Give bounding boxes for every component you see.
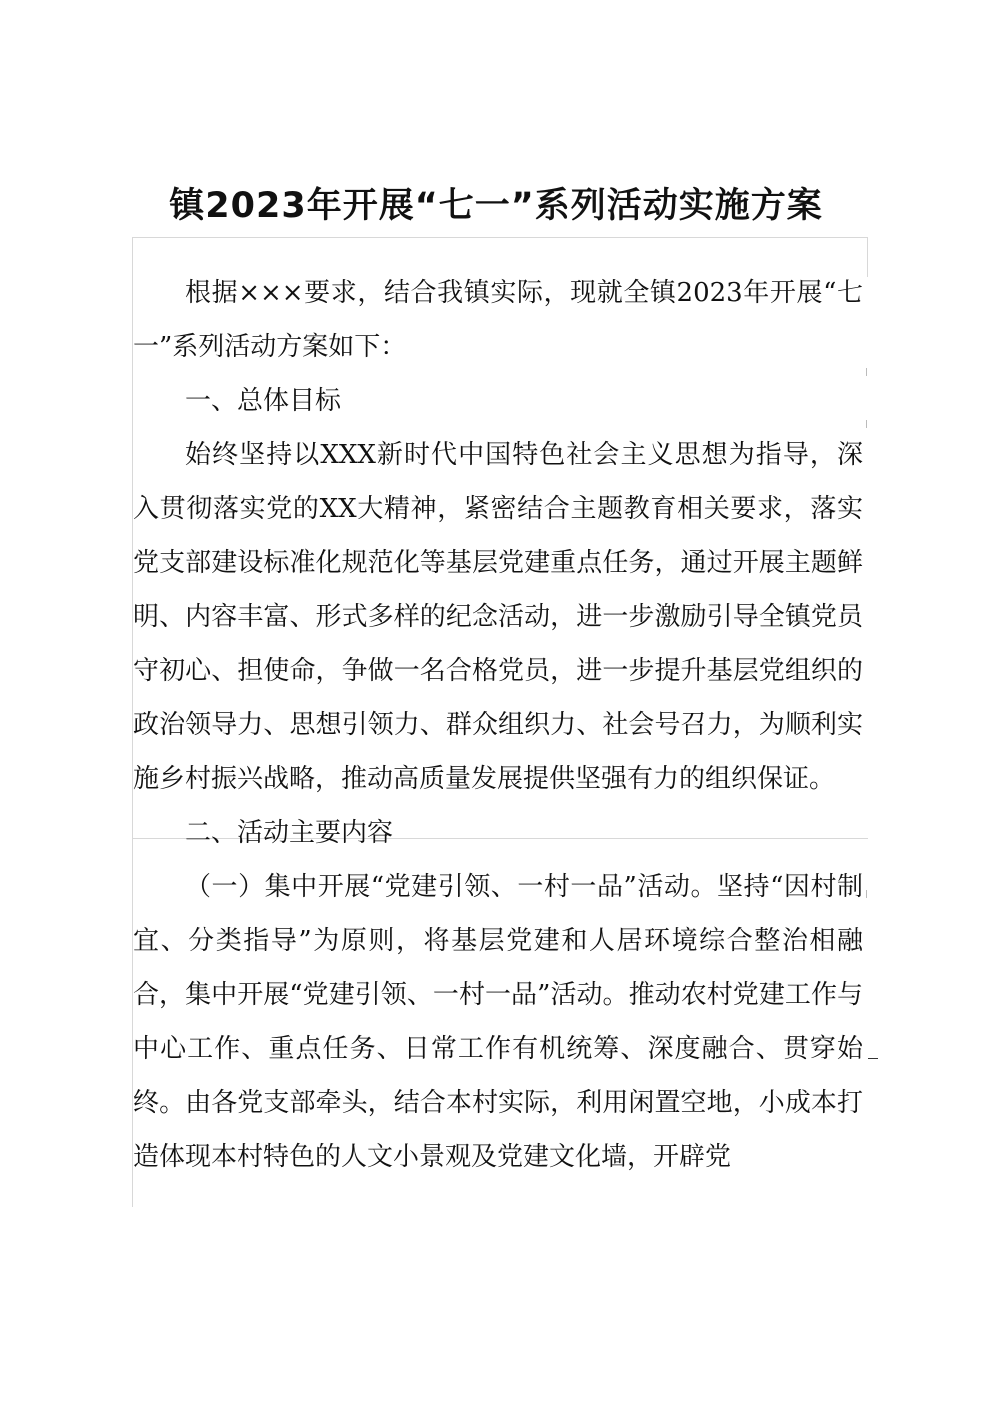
frame-tick — [866, 890, 867, 898]
intro-paragraph: 根据×××要求，结合我镇实际，现就全镇2023年开展“七一”系列活动方案如下： — [133, 278, 863, 362]
section-heading-main-content: 二、活动主要内容 — [185, 818, 394, 848]
frame-right-line — [867, 237, 868, 277]
document-title: 镇2023年开展“七一”系列活动实施方案 — [169, 186, 823, 226]
activity-one-paragraph: （一）集中开展“党建引领、一村一品”活动。坚持“因村制宜、分类指导”为原则，将基层党建和人居环境综合整治相融合，集中开展“党建引领、一村一品”活动。推动农村党建工作与中心工作、重点任务、日常工作有机统筹、深度融合、贯穿始终。由各党支部牵头，结合本村实际，利用闲置空地，小成本打造体现本村特色的人文小景观及党建文化墙，开辟党 — [133, 872, 863, 1172]
overall-goal-paragraph: 始终坚持以XXX新时代中国特色社会主义思想为指导，深入贯彻落实党的XX大精神，紧密结合主题教育相关要求，落实党支部建设标准化规范化等基层党建重点任务，通过开展主题鲜明、内容丰富、形式多样的纪念活动，进一步激励引导全镇党员守初心、担使命，争做一名合格党员，进一步提升基层党组织的政治领导力、思想引领力、群众组织力、社会号召力，为顺利实施乡村振兴战略，推动高质量发展提供坚强有力的组织保证。 — [133, 440, 863, 794]
margin-dash — [868, 1058, 878, 1059]
frame-tick — [866, 420, 867, 428]
section-heading-overall-goal: 一、总体目标 — [185, 386, 342, 416]
frame-tick — [866, 368, 867, 376]
frame-top-line — [133, 237, 868, 238]
document-body — [133, 266, 863, 1184]
